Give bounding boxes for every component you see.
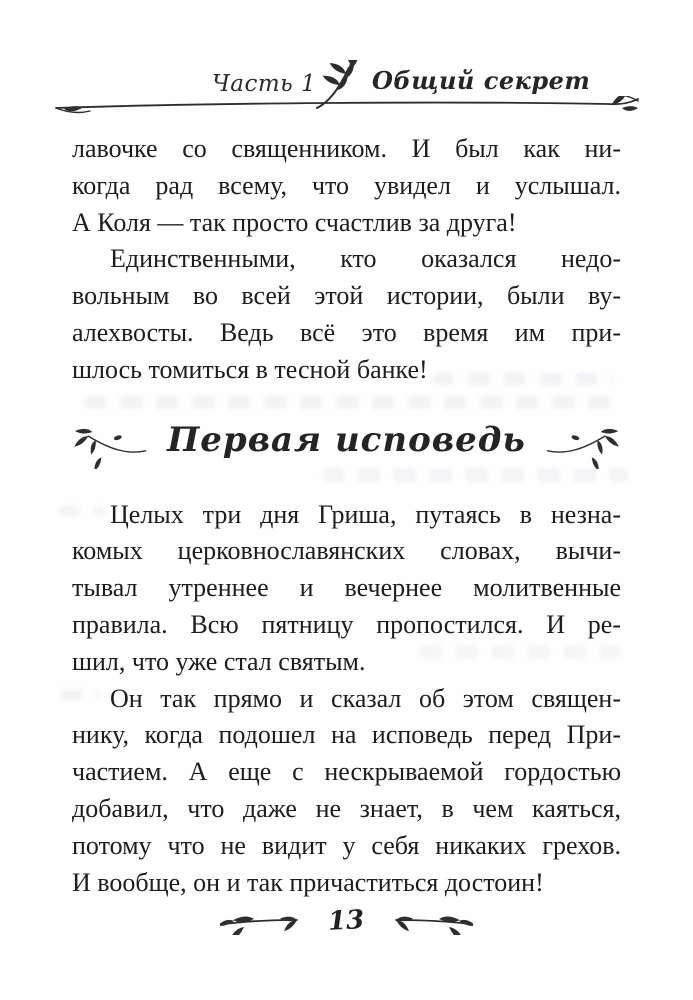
vine-divider-icon [50, 96, 642, 124]
text-line: алехвосты. Ведь всё это время им при- [72, 317, 621, 347]
text-line: вольным во всей этой истории, были ву- [72, 281, 621, 311]
text-line: потому что не видит у себя никаких грехов. [72, 830, 621, 860]
section-heading [72, 409, 621, 473]
paragraph [72, 681, 621, 902]
paragraph [72, 497, 621, 681]
text-line: добавил, что даже не знает, в чем каяться, [72, 793, 621, 823]
leaf-branch-right-icon [546, 413, 621, 469]
text-line: Целых три дня Гриша, путаясь в незна- [110, 499, 621, 529]
paragraph [72, 131, 621, 241]
leaf-branch-left-icon [72, 413, 147, 469]
text-line: Он так прямо и сказал об этом священ- [110, 683, 621, 713]
paragraph [72, 241, 621, 388]
text-line: шил, что уже стал святым. [72, 646, 366, 676]
page-body [72, 131, 621, 901]
text-line: частием. А еще с нескрываемой гордостью [72, 757, 621, 787]
page-number: 13 [327, 905, 366, 937]
text-line: комых церковнославянских словах, вычи- [72, 536, 621, 566]
part-label: Часть 1 [212, 71, 317, 97]
text-line: правила. Всю пятницу пропостился. И ре- [72, 609, 621, 639]
text-line: Единственными, кто оказался недо- [110, 244, 621, 274]
section-title: Первая исповедь [167, 420, 526, 461]
text-line: шлось томиться в тесной банке! [72, 354, 428, 384]
text-line: нику, когда подошел на исповедь перед При- [72, 720, 621, 750]
page-footer [0, 906, 693, 936]
text-line: тывал утреннее и вечернее молитвенные [72, 573, 621, 603]
text-line: когда рад всему, что увидел и услышал. [72, 170, 621, 200]
text-line: А Коля — так просто счастлив за друга! [72, 207, 517, 237]
leaf-arrow-right-icon [391, 907, 473, 935]
leaf-arrow-left-icon [220, 907, 302, 935]
text-line: лавочке со священником. И был как ни- [72, 134, 621, 163]
text-line: И вообще, он и так причаститься достоин! [72, 867, 544, 897]
chapter-title: Общий секрет [372, 66, 591, 95]
